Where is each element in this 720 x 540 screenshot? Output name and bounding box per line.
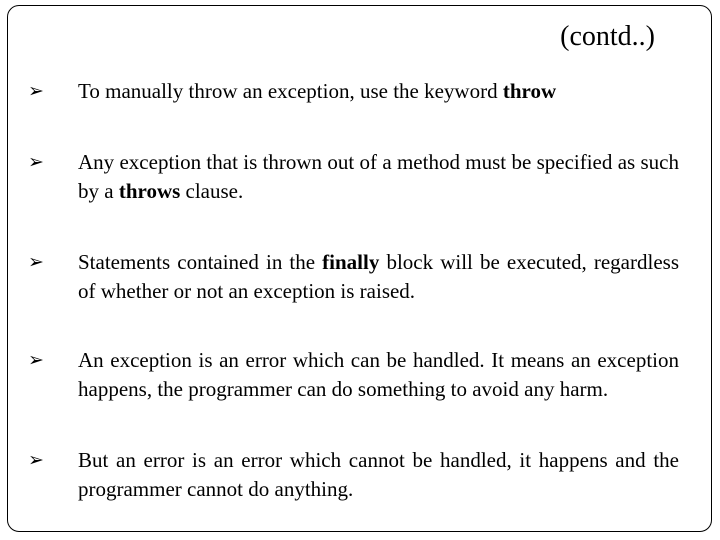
slide-title: (contd..) xyxy=(560,21,655,52)
bullet-finally-block xyxy=(28,248,679,306)
keyword-throws: throws xyxy=(118,179,181,203)
keyword-throw: throw xyxy=(502,79,557,103)
bullet-text: Any exception that is thrown out of a method must be specified as such by a xyxy=(78,150,679,203)
bullet-text: But an error is an error which cannot be handled, it happens and the programmer cannot do anything. xyxy=(78,448,679,501)
keyword-finally: finally xyxy=(322,250,380,274)
bullet-exception-definition xyxy=(28,346,679,404)
bullet-list xyxy=(28,77,679,504)
bullet-throws-clause xyxy=(28,148,679,206)
slide-frame xyxy=(7,5,712,532)
arrow-bullet-icon: ➢ xyxy=(28,151,44,173)
bullet-throw-keyword xyxy=(28,77,679,106)
bullet-text: An exception is an error which can be handled. It means an exception happens, the programmer can do something to avoid any harm. xyxy=(78,348,679,401)
arrow-bullet-icon: ➢ xyxy=(28,80,44,102)
arrow-bullet-icon: ➢ xyxy=(28,349,44,371)
arrow-bullet-icon: ➢ xyxy=(28,449,44,471)
bullet-text-after: clause. xyxy=(180,179,244,203)
arrow-bullet-icon: ➢ xyxy=(28,251,44,273)
bullet-error-definition xyxy=(28,446,679,504)
bullet-text-after: block will be executed, regardless of whether or not an exception is raised. xyxy=(78,250,679,303)
bullet-text: Statements contained in the xyxy=(78,250,323,274)
bullet-text: To manually throw an exception, use the keyword xyxy=(78,79,503,103)
